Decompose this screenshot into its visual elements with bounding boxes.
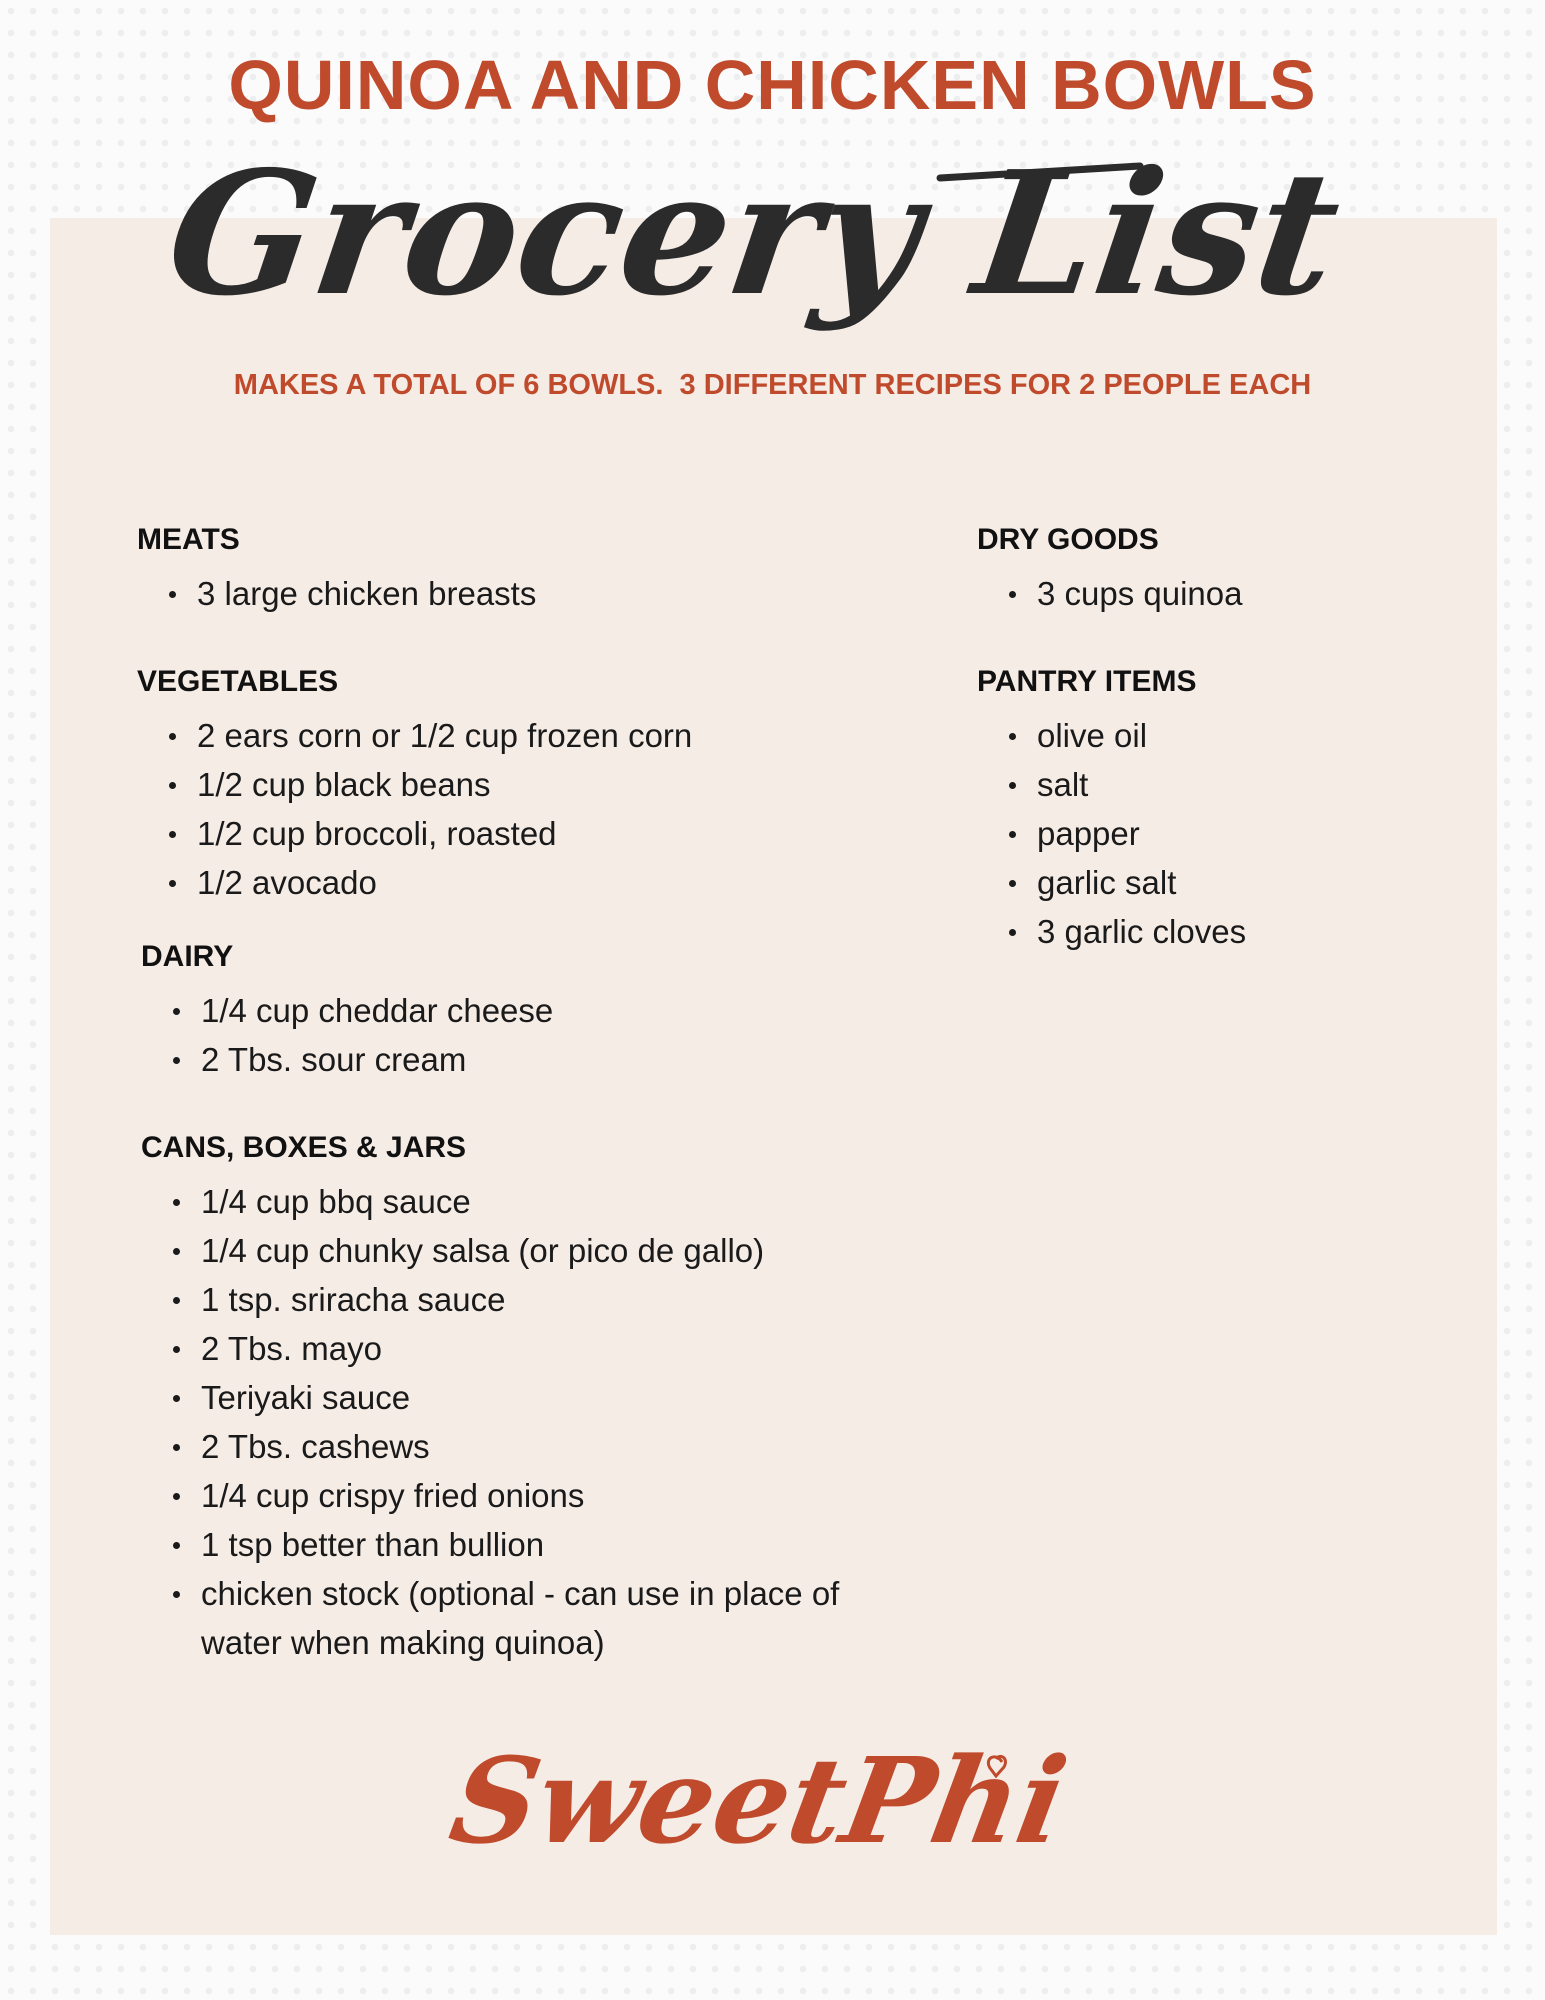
section-pantry-items xyxy=(977,667,1427,956)
list-item: 1/2 cup black beans xyxy=(169,760,837,809)
list-item: 3 garlic cloves xyxy=(1009,907,1427,956)
section-vegetables xyxy=(137,667,837,907)
page-subtitle: MAKES A TOTAL OF 6 BOWLS. 3 DIFFERENT RECIPES FOR 2 PEOPLE EACH xyxy=(233,369,1312,401)
item-list xyxy=(137,569,837,618)
section-heading: PANTRY ITEMS xyxy=(977,665,1197,698)
logo-text: SweetPhi xyxy=(441,1731,1077,1871)
script-title-text: Grocery List xyxy=(156,134,1351,334)
section-cans-boxes-jars xyxy=(141,1133,921,1667)
list-item: garlic salt xyxy=(1009,858,1427,907)
list-item: 1/2 cup broccoli, roasted xyxy=(169,809,837,858)
section-meats xyxy=(137,525,837,618)
list-item: salt xyxy=(1009,760,1427,809)
section-heading: DRY GOODS xyxy=(977,523,1159,556)
section-heading: MEATS xyxy=(137,523,240,556)
item-list xyxy=(137,711,837,907)
section-heading: VEGETABLES xyxy=(137,665,339,698)
item-list xyxy=(977,711,1427,956)
list-item: 1/4 cup crispy fried onions xyxy=(173,1471,921,1520)
list-item: Teriyaki sauce xyxy=(173,1373,921,1422)
list-item: 1 tsp. sriracha sauce xyxy=(173,1275,921,1324)
list-item: 1/4 cup chunky salsa (or pico de gallo) xyxy=(173,1226,921,1275)
item-list xyxy=(141,1177,921,1667)
list-item: 2 ears corn or 1/2 cup frozen corn xyxy=(169,711,837,760)
list-item: 3 cups quinoa xyxy=(1009,569,1427,618)
list-item: 3 large chicken breasts xyxy=(169,569,837,618)
list-item: chicken stock (optional - can use in place of water when making quinoa) xyxy=(173,1569,921,1667)
section-dairy xyxy=(141,942,841,1084)
section-heading: CANS, BOXES & JARS xyxy=(141,1131,467,1164)
item-list xyxy=(141,986,841,1084)
list-item: 1/4 cup bbq sauce xyxy=(173,1177,921,1226)
list-item: 1 tsp better than bullion xyxy=(173,1520,921,1569)
list-item: 2 Tbs. cashews xyxy=(173,1422,921,1471)
grocery-list-script-title xyxy=(156,118,1351,358)
list-item: 2 Tbs. sour cream xyxy=(173,1035,841,1084)
list-item: olive oil xyxy=(1009,711,1427,760)
section-dry-goods xyxy=(977,525,1427,618)
list-item: 1/2 avocado xyxy=(169,858,837,907)
list-item: papper xyxy=(1009,809,1427,858)
list-item: 1/4 cup cheddar cheese xyxy=(173,986,841,1035)
item-list xyxy=(977,569,1427,618)
section-heading: DAIRY xyxy=(141,940,234,973)
list-item: 2 Tbs. mayo xyxy=(173,1324,921,1373)
sweetphi-logo xyxy=(441,1720,1077,1880)
page-title: QUINOA AND CHICKEN BOWLS xyxy=(228,46,1317,124)
